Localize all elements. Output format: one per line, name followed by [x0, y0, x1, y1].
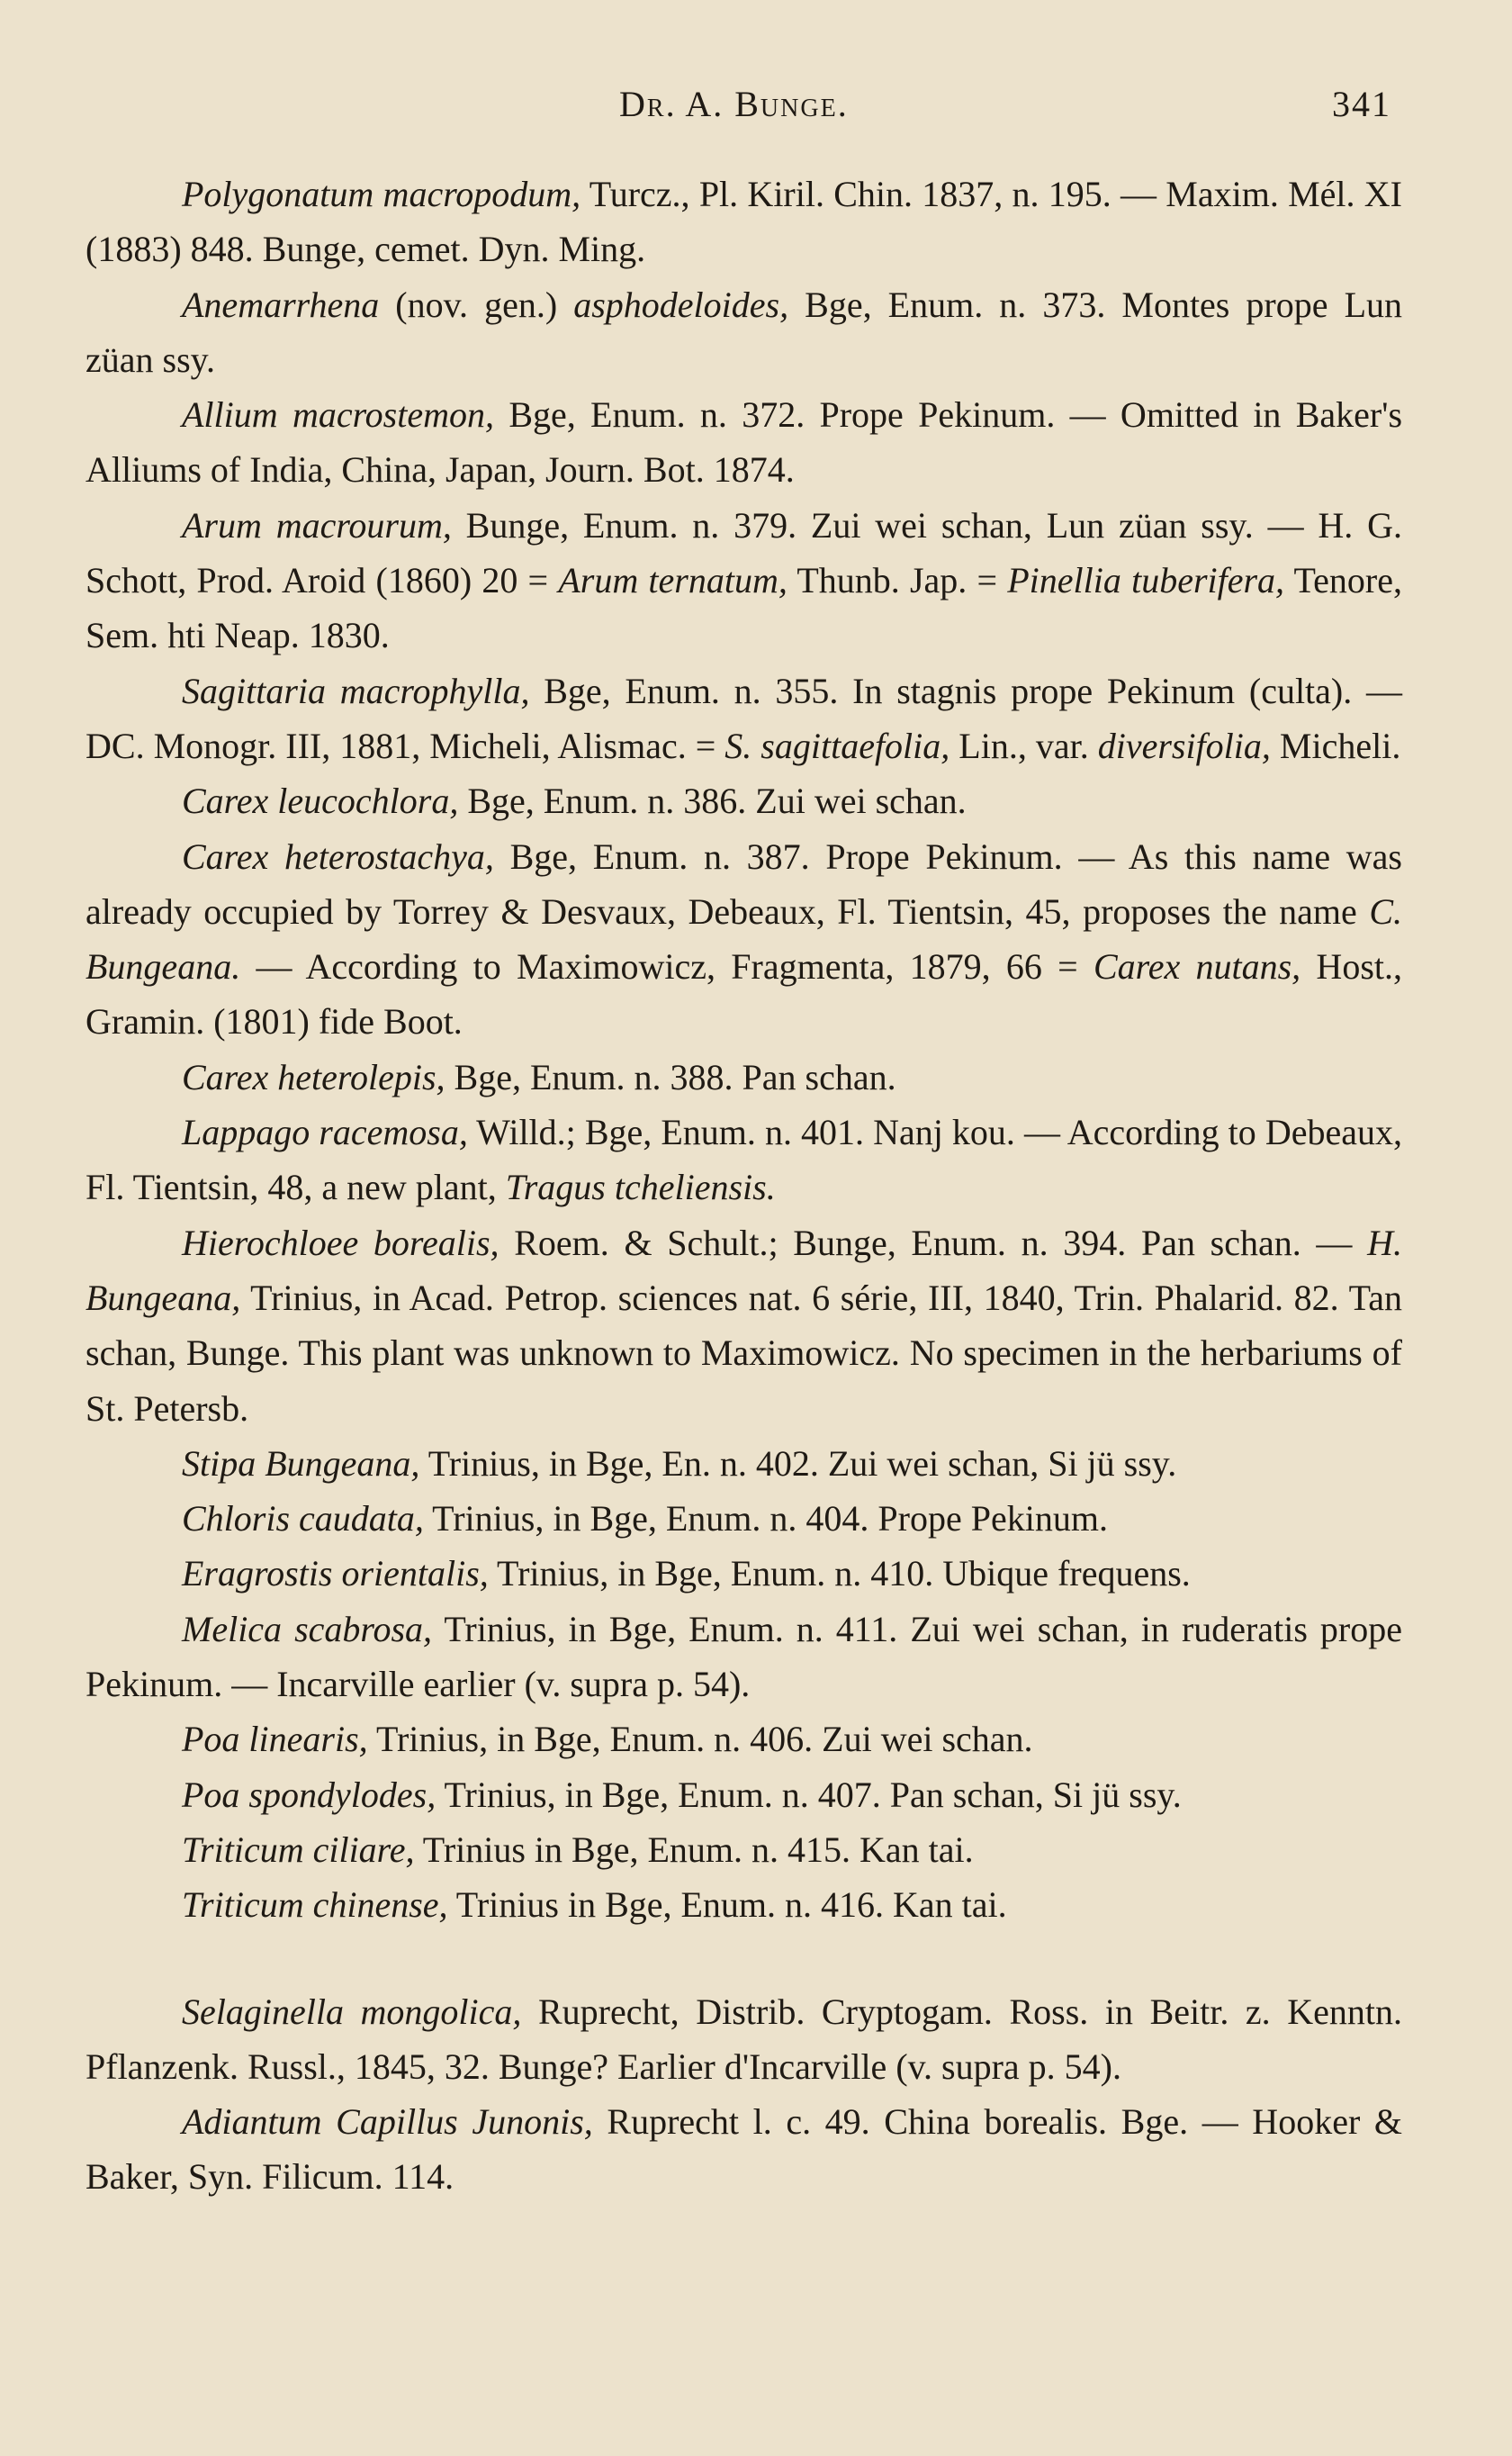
entry-lappago: [86, 1105, 1402, 1215]
entry-carex-heterostachya: [86, 829, 1402, 1050]
entry-arum: [86, 498, 1402, 664]
page-body: [86, 167, 1402, 2205]
species-name: Triticum ciliare,: [182, 1828, 415, 1870]
entry-text: Host., Gramin. (1801) fide Boot.: [86, 946, 1402, 1043]
entry-hierochloee: [86, 1215, 1402, 1436]
entry-allium: [86, 387, 1402, 498]
running-head: Dr. A. Bunge.: [619, 84, 849, 124]
entry-anemarrhena: [86, 277, 1402, 388]
entry-triticum-ciliare: [86, 1822, 1402, 1877]
synonym-name: Arum ternatum,: [558, 560, 788, 601]
entry-text: Trinius, in Bge, En. n. 402. Zui wei schan, Si jü ssy.: [419, 1442, 1177, 1484]
entry-sagittaria: [86, 664, 1402, 774]
entry-text: Bunge, Enum. n. 379. Zui wei schan, Lun züan ssy. — H. G. Schott, Prod. Aroid (1860) 20 =: [86, 504, 1402, 601]
species-name: Melica scabrosa,: [182, 1608, 433, 1649]
synonym-name: Tragus tcheliensis.: [505, 1167, 776, 1208]
species-name: Chloris caudata,: [182, 1498, 424, 1540]
entry-text: Trinius in Bge, Enum. n. 415. Kan tai.: [414, 1828, 974, 1870]
species-name: Poa spondylodes,: [182, 1774, 436, 1815]
species-name: Polygonatum macropodum,: [182, 174, 581, 214]
entry-stipa: [86, 1436, 1402, 1491]
species-name: Lappago racemosa,: [182, 1112, 468, 1153]
species-name: Eragrostis orientalis,: [182, 1553, 489, 1594]
entry-text: Lin., var.: [950, 725, 1098, 766]
entry-chloris: [86, 1491, 1402, 1546]
synonym-name: Pinellia tuberifera,: [1007, 560, 1285, 601]
entry-text: Trinius, in Acad. Petrop. sciences nat. 6 série, III, 1840, Trin. Phalarid. 82. Tan schan, Bunge. This plant was unknown to Maximowicz. No specimen in the herbariums of St. Petersb.: [86, 1277, 1402, 1429]
entry-text: Bge, Enum. n. 372. Prope Pekinum. — Omitted in Baker's Alliums of India, China, Japan, Journ. Bot. 1874.: [86, 394, 1403, 491]
entry-text: (nov. gen.): [379, 284, 574, 325]
species-name: Stipa Bungeana,: [182, 1442, 420, 1484]
synonym-name: S. sagittaefolia,: [724, 725, 950, 766]
entry-text: — According to Maximowicz, Fragmenta, 1879, 66 =: [240, 946, 1094, 988]
species-name: Carex heterostachya,: [182, 835, 494, 877]
entry-text: Ruprecht, Distrib. Cryptogam. Ross. in Beitr. z. Kenntn. Pflanzenk. Russl., 1845, 32. Bunge? Earlier d'Incarville (v. supra p. 54).: [86, 1991, 1403, 2087]
entry-poa-spondylodes: [86, 1767, 1402, 1822]
entry-text: Bge, Enum. n. 388. Pan schan.: [445, 1056, 896, 1097]
species-name: Poa linearis,: [182, 1719, 368, 1760]
entry-adiantum: [86, 2094, 1402, 2205]
entry-text: Willd.; Bge, Enum. n. 401. Nanj kou. — According to Debeaux, Fl. Tientsin, 48, a new plant,: [86, 1112, 1403, 1208]
species-name: Carex leucochlora,: [182, 781, 459, 822]
entry-carex-heterolepis: [86, 1050, 1402, 1105]
synonym-name: Carex nutans,: [1093, 946, 1301, 988]
entry-selaginella: [86, 1984, 1402, 2095]
entry-text: Trinius, in Bge, Enum. n. 410. Ubique frequens.: [488, 1553, 1191, 1594]
entry-carex-leucochlora: [86, 773, 1402, 828]
entry-text: Bge, Enum. n. 386. Zui wei schan.: [458, 781, 967, 822]
entry-text: Trinius in Bge, Enum. n. 416. Kan tai.: [447, 1884, 1007, 1926]
entry-polygonatum: [86, 167, 1402, 277]
entry-text: Trinius, in Bge, Enum. n. 404. Prope Pekinum.: [423, 1498, 1108, 1540]
page-header: [0, 83, 1512, 137]
species-name: Anemarrhena: [182, 284, 380, 325]
species-name: Triticum chinense,: [182, 1884, 448, 1926]
synonym-name: H. Bungeana,: [86, 1222, 1402, 1318]
synonym-name: C. Bungeana.: [86, 890, 1402, 988]
species-name: Adiantum Capillus Junonis,: [182, 2101, 593, 2143]
entry-eragrostis: [86, 1546, 1402, 1601]
species-name: Sagittaria macrophylla,: [182, 670, 530, 711]
entry-text: Ruprecht l. c. 49. China borealis. Bge. — Hooker & Baker, Syn. Filicum. 114.: [86, 2101, 1402, 2198]
entry-text: Micheli.: [1270, 725, 1401, 766]
entry-triticum-chinense: [86, 1877, 1402, 1932]
entry-poa-linearis: [86, 1711, 1402, 1766]
species-name: Carex heterolepis,: [182, 1056, 446, 1097]
entry-text: Trinius, in Bge, Enum. n. 406. Zui wei schan.: [367, 1719, 1033, 1760]
entry-text: Tenore, Sem. hti Neap. 1830.: [86, 560, 1403, 656]
entry-text: Trinius, in Bge, Enum. n. 407. Pan schan, Si jü ssy.: [436, 1774, 1182, 1815]
species-name: Allium macrostemon,: [182, 394, 495, 436]
entry-text: Roem. & Schult.; Bunge, Enum. n. 394. Pan schan. —: [499, 1222, 1368, 1263]
entry-text: Trinius, in Bge, Enum. n. 411. Zui wei schan, in ruderatis prope Pekinum. — Incarville earlier (v. supra p. 54).: [86, 1608, 1402, 1705]
page-number: 341: [1332, 84, 1391, 124]
entry-text: Bge, Enum. n. 373. Montes prope Lun züan ssy.: [86, 284, 1403, 380]
variety-name: diversifolia,: [1097, 725, 1271, 766]
entry-text: Bge, Enum. n. 387. Prope Pekinum. — As this name was already occupied by Torrey & Desvaux, Debeaux, Fl. Tientsin, 45, proposes the name: [86, 835, 1402, 932]
species-name: Arum macrourum,: [182, 504, 452, 546]
entry-text: Thunb. Jap. =: [787, 560, 1008, 601]
entry-text: Turcz., Pl. Kiril. Chin. 1837, n. 195. — Maxim. Mél. XI (1883) 848. Bunge, cemet. Dyn. Ming.: [86, 174, 1402, 270]
species-name: Selaginella mongolica,: [182, 1991, 522, 2032]
entry-text: Bge, Enum. n. 355. In stagnis prope Pekinum (culta). — DC. Monogr. III, 1881, Micheli, Alismac. =: [86, 670, 1402, 766]
species-name: Hierochloee borealis,: [182, 1222, 500, 1263]
species-epithet: asphodeloides,: [573, 284, 789, 325]
entry-melica: [86, 1602, 1402, 1712]
